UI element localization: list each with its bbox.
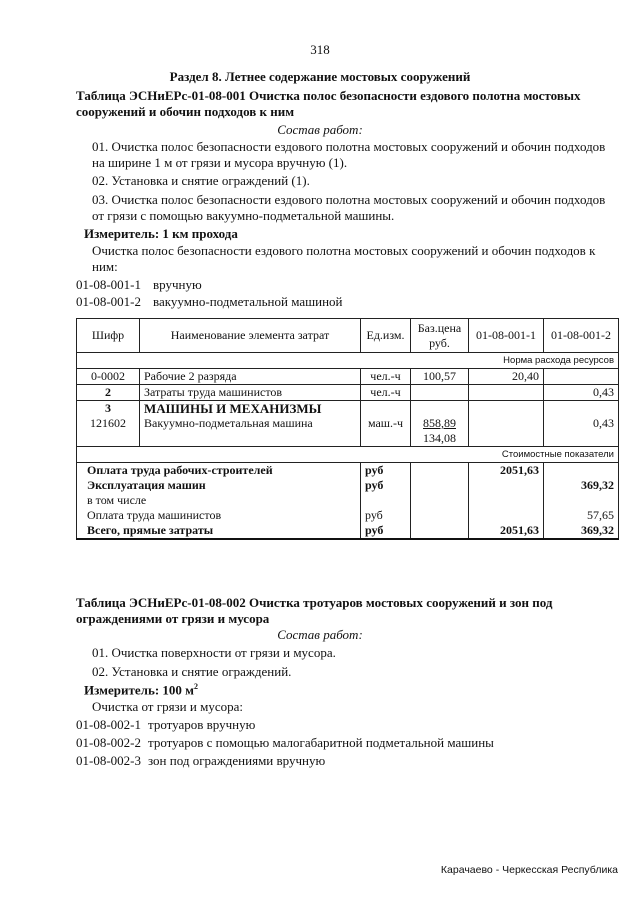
table2-code-3: 01-08-002-3: [76, 753, 141, 768]
row1-unit: чел.-ч: [361, 369, 411, 385]
row4-code: 121602: [77, 416, 140, 447]
cost2-name: Эксплуатация машин: [77, 478, 361, 493]
table2-meter-desc: Очистка от грязи и мусора:: [92, 699, 243, 714]
row1-price: 100,57: [411, 369, 469, 385]
cost1-name: Оплата труда рабочих-строителей: [77, 463, 361, 479]
row4-unit: маш.-ч: [361, 416, 411, 447]
cost-row: [77, 508, 619, 523]
row2-code: 2: [77, 385, 140, 401]
row4-price-2: 134,08: [423, 431, 456, 445]
table1-meter-label: Измеритель: 1 км прохода: [84, 226, 238, 241]
cost-row: [77, 478, 619, 493]
row2-unit: чел.-ч: [361, 385, 411, 401]
cost1-v2: [544, 463, 619, 479]
cost5-unit: руб: [361, 523, 411, 539]
table-header-row: [77, 319, 619, 353]
table-row: [77, 369, 619, 385]
header-col1: 01-08-001-1: [469, 319, 544, 353]
header-name: Наименование элемента затрат: [140, 319, 361, 353]
row2-name: Затраты труда машинистов: [140, 385, 361, 401]
cost4-unit: руб: [361, 508, 411, 523]
cost-row: [77, 463, 619, 479]
norm-label-row: [77, 353, 619, 369]
cost1-unit: руб: [361, 463, 411, 479]
cost5-v1: 2051,63: [469, 523, 544, 539]
table2-code-2: 01-08-002-2: [76, 735, 141, 750]
table1-sostav-label: Состав работ:: [277, 122, 363, 137]
cost2-unit: руб: [361, 478, 411, 493]
table1-code-2-desc: вакуумно-подметальной машиной: [153, 294, 343, 309]
table2-code-1: 01-08-002-1: [76, 717, 141, 732]
table1-code-1: 01-08-001-1: [76, 277, 141, 292]
table2-meter-label: Измеритель: 100 $м^2$: [84, 682, 199, 698]
table2-title: Таблица ЭСНиЕРс-01-08-002 Очистка тротуаров мостовых сооружений и зон под ограждениями от грязи и мусора: [76, 595, 553, 626]
table-row: [77, 416, 619, 447]
cost2-v2: 369,32: [544, 478, 619, 493]
table2-work-item-1: 01. Очистка поверхности от грязи и мусора.: [92, 645, 336, 660]
header-col2: 01-08-001-2: [544, 319, 619, 353]
cost2-v1: [469, 478, 544, 493]
cost-label-row: [77, 447, 619, 463]
cost5-name: Всего, прямые затраты: [77, 523, 361, 539]
cost1-v1: 2051,63: [469, 463, 544, 479]
cost3-name: в том числе: [77, 493, 361, 508]
table2-meter-sup: 2: [194, 682, 199, 691]
table1-meter-desc: Очистка полос безопасности ездового полотна мостовых сооружений и обочин подходов к ним:: [92, 243, 596, 274]
table2-work-item-2: 02. Установка и снятие ограждений.: [92, 664, 292, 679]
row3-name: МАШИНЫ И МЕХАНИЗМЫ: [140, 401, 361, 417]
row1-v1: 20,40: [469, 369, 544, 385]
footer-region: Карачаево - Черкесская Республика: [440, 864, 618, 876]
row1-v2: [544, 369, 619, 385]
table-row: [77, 401, 619, 417]
row3-code: 3: [77, 401, 140, 417]
cost-row: [77, 523, 619, 539]
row4-price-1: 858,89: [423, 416, 456, 430]
cost4-name: Оплата труда машинистов: [77, 508, 361, 523]
table1-code-2: 01-08-001-2: [76, 294, 141, 309]
table1-code-1-desc: вручную: [153, 277, 202, 292]
row1-name: Рабочие 2 разряда: [140, 369, 361, 385]
row2-price: [411, 385, 469, 401]
cost4-v1: [469, 508, 544, 523]
page-number: 318: [310, 42, 330, 57]
resource-table: [76, 318, 619, 540]
cost-row: [77, 493, 619, 508]
header-shifr: Шифр: [77, 319, 140, 353]
table2-code-1-desc: тротуаров вручную: [148, 717, 256, 732]
table2-code-3-desc: зон под ограждениями вручную: [148, 753, 326, 768]
table1-title: Таблица ЭСНиЕРс-01-08-001 Очистка полос безопасности ездового полотна мостовых сооружений и обочин подходов к ним: [76, 88, 581, 119]
header-unit: Ед.изм.: [361, 319, 411, 353]
table2-sostav-label: Состав работ:: [277, 627, 363, 642]
header-base-price: Баз.цена руб.: [411, 319, 469, 353]
table-row: [77, 385, 619, 401]
table1-work-item-1: 01. Очистка полос безопасности ездового полотна мостовых сооружений и обочин подходов на ширине 1 м от грязи и мусора вручную (1).: [92, 139, 606, 170]
section-title: Раздел 8. Летнее содержание мостовых сооружений: [169, 69, 471, 84]
table1-work-item-2: 02. Установка и снятие ограждений (1).: [92, 173, 310, 188]
row4-name: Вакуумно-подметальная машина: [140, 416, 361, 447]
row2-v2: 0,43: [544, 385, 619, 401]
row1-code: 0-0002: [77, 369, 140, 385]
norm-label: Норма расхода ресурсов: [77, 353, 619, 369]
row4-v1: [469, 416, 544, 447]
table1-work-item-3: 03. Очистка полос безопасности ездового полотна мостовых сооружений и обочин подходов от грязи с помощью вакуумно-подметальной машины.: [92, 192, 606, 223]
cost4-v2: 57,65: [544, 508, 619, 523]
table2-code-2-desc: тротуаров с помощью малогабаритной подметальной машины: [148, 735, 494, 750]
row4-v2: 0,43: [544, 416, 619, 447]
row2-v1: [469, 385, 544, 401]
cost-label: Стоимостные показатели: [77, 447, 619, 463]
cost5-v2: 369,32: [544, 523, 619, 539]
